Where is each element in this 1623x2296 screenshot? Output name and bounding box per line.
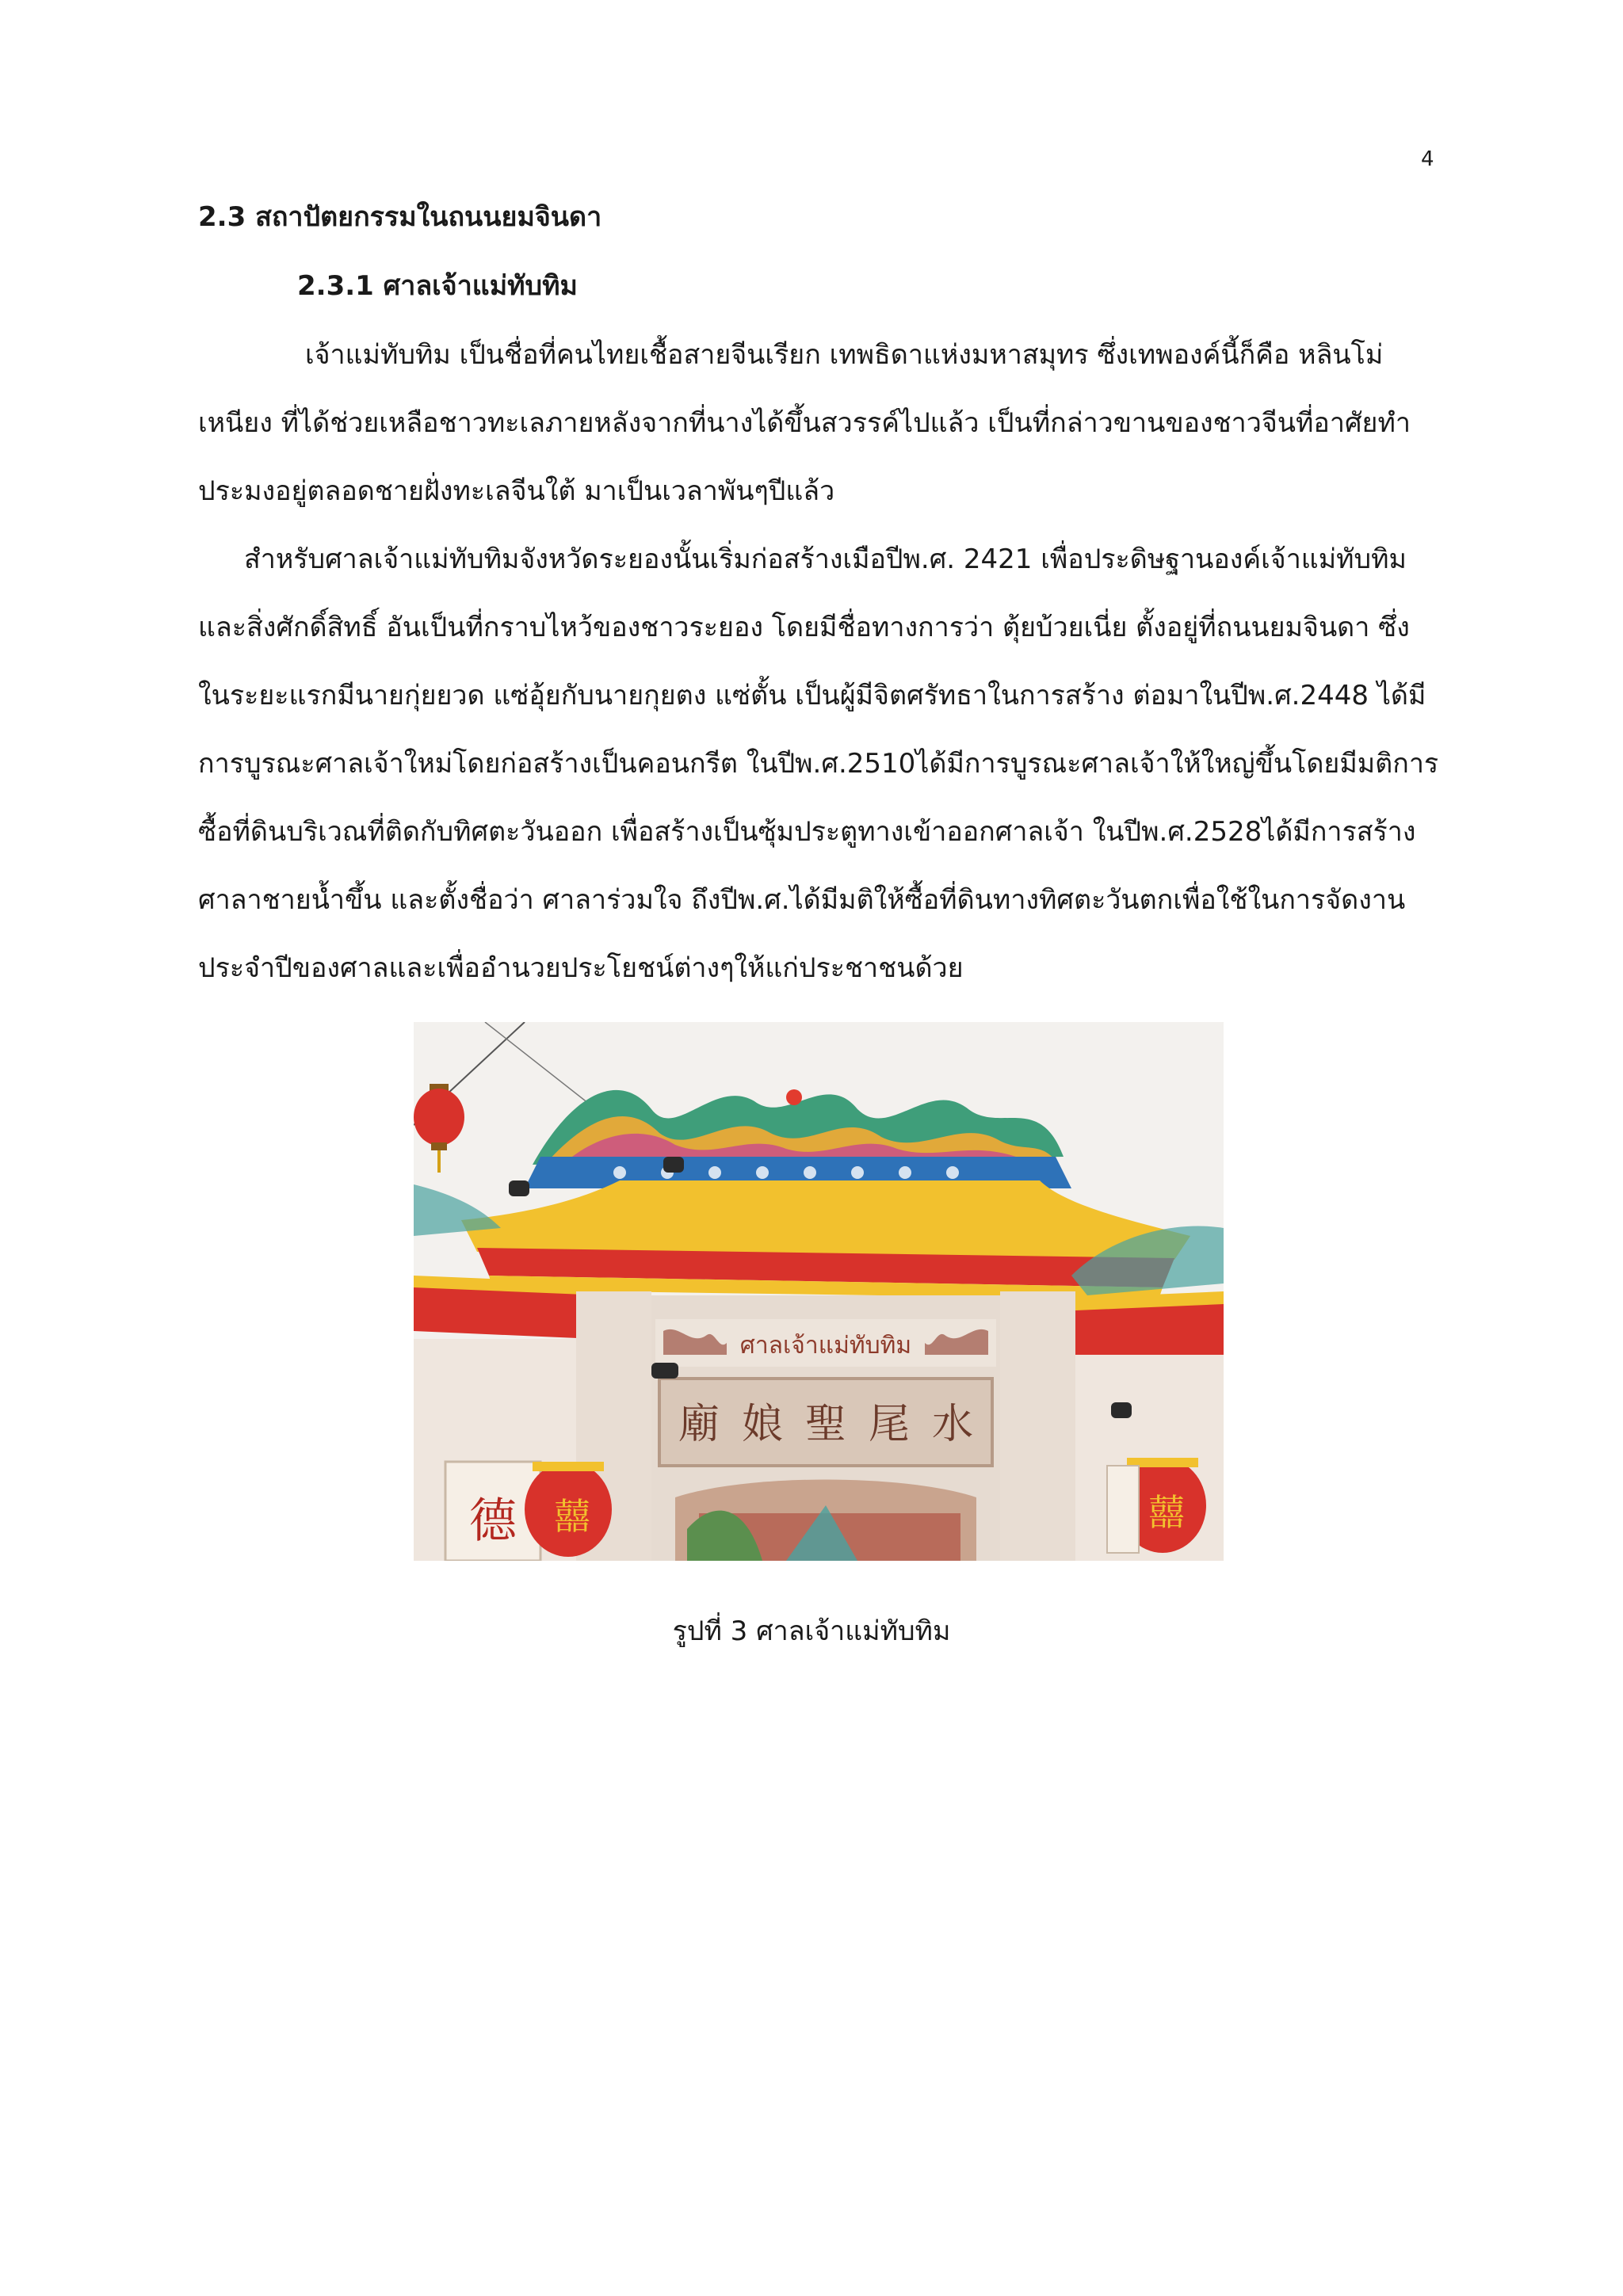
section-heading: 2.3 สถาปัตยกรรมในถนนยมจินดา — [198, 201, 602, 233]
paragraph-line: ซื้อที่ดินบริเวณที่ติดกับทิศตะวันออก เพื่อสร้างเป็นซุ้มประตูทางเข้าออกศาลเจ้า ในปีพ.ศ.2528ได้มีการสร้าง — [198, 816, 1416, 848]
paragraph-line: ประมงอยู่ตลอดชายฝั่งทะเลจีนใต้ มาเป็นเวลาพันๆปีแล้ว — [198, 475, 835, 507]
page-number: 4 — [1421, 147, 1434, 171]
plaque-char: 水 — [931, 1401, 974, 1448]
plaque-char: 聖 — [804, 1401, 847, 1448]
plaque-char-de: 德 — [469, 1493, 517, 1549]
paragraph-line: สำหรับศาลเจ้าแม่ทับทิมจังหวัดระยองนั้นเริ่มก่อสร้างเมือปีพ.ศ. 2421 เพื่อประดิษฐานองค์เจ้าแม่ทับทิม — [244, 543, 1407, 575]
plaque-char: 廟 — [678, 1401, 720, 1448]
figure-caption: รูปที่ 3 ศาลเจ้าแม่ทับทิม — [672, 1615, 951, 1647]
temple-sign-thai: ศาลเจ้าแม่ทับทิม — [739, 1332, 912, 1360]
plaque-char: 娘 — [741, 1401, 784, 1448]
paragraph-line: การบูรณะศาลเจ้าใหม่โดยก่อสร้างเป็นคอนกรีต ในปีพ.ศ.2510ได้มีการบูรณะศาลเจ้าให้ใหญ่ขึ้นโดยมีมติการ — [198, 748, 1439, 780]
svg-text:囍: 囍 — [1148, 1491, 1185, 1534]
paragraph-line: ศาลาชายน้ำขึ้น และตั้งชื่อว่า ศาลาร่วมใจ ถึงปีพ.ศ.ได้มีมติให้ซื้อที่ดินทางทิศตะวันตกเพื่อใช้ในการจัดงาน — [198, 884, 1406, 916]
subsection-heading: 2.3.1 ศาลเจ้าแม่ทับทิม — [297, 270, 578, 302]
paragraph-line: เจ้าแม่ทับทิม เป็นชื่อที่คนไทยเชื้อสายจีนเรียก เทพธิดาแห่งมหาสมุทร ซึ่งเทพองค์นี้ก็คือ หลินโม่ — [305, 339, 1384, 371]
svg-text:囍: 囍 — [554, 1495, 590, 1538]
paragraph-line: ประจำปีของศาลและเพื่ออำนวยประโยชน์ต่างๆให้แก่ประชาชนด้วย — [198, 952, 964, 984]
paragraph-line: และสิ่งศักดิ์สิทธิ์ อันเป็นที่กราบไหว้ของชาวระยอง โดยมีชื่อทางการว่า ตุ้ยบ้วยเนี่ย ตั้งอยู่ที่ถนนยมจินดา ซึ่ง — [198, 612, 1410, 643]
paragraph-line: ในระยะแรกมีนายกุ่ยยวด แซ่อุ้ยกับนายกุยตง แซ่ตั้น เป็นผู้มีจิตศรัทธาในการสร้าง ต่อมาในปีพ.ศ.2448 ได้มี — [198, 680, 1426, 711]
lantern — [525, 1462, 612, 1557]
paragraph-line: เหนียง ที่ได้ช่วยเหลือชาวทะเลภายหลังจากที่นางได้ขึ้นสวรรค์ไปแล้ว เป็นที่กล่าวขานของชาวจีนที่อาศัยทำ — [198, 407, 1411, 439]
plaque-char: 尾 — [868, 1401, 911, 1448]
temple-gate-photo — [414, 1022, 1224, 1561]
